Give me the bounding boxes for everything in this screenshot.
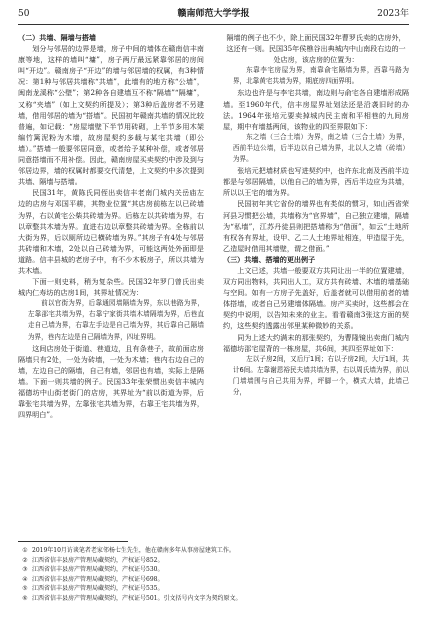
paragraph: 划分与邻居的边界是墙，房子中间的墙体在赣南信丰南康等地，这样的墙叫“墉”，房子两厅最远紧靠邻居的房间叫“开边”。赣南房子“开边”的墙与邻居墙的权属，有3种情况：第1种与邻居共墙称“共墙”，此墙有的地方称“公墙”，闽南龙溪称“公壁”；第2种各自建墙互不称“隔墙”“隔墉”，又称“夹墙”（如上文契约所提及）；第3种后盖房者不另建墙，借用邻居的墙为“搭墙”。民国初年赣南共墙的情况比较普遍，如记载：“房屋墙壁下半节用砖砌，上半节多用木架编竹篱泥粉为木墙，故房屋契约多载与某宅共墙（即公墙）。”搭墙一般要邻居同意，或者给予某种补偿，或者邻居同意搭墙而不用补偿。因此，赣南房屋买卖契约中涉及到与邻居边界，墙的权属时都要交代清楚，上文契约中多次提到共墙、隔墙与搭墙。 [18,44,204,187]
paragraph: 张培元把墙材质也写进契约中，也许东北南及西前半边都是与邻居隔墙，以他自己的墙为界，西后半边应为共墙，所以以王宅的墙为界。 [223,166,409,198]
footnote [18,584,409,594]
paragraph: 隔墙的例子也不少，除上面民国32年曹罗氏卖的店房外，这还有一则。民国35年侯樵谷出典城内中山南段右边的一处店房，该店房的位置为： [226,33,406,65]
footnote [18,575,409,585]
paragraph: 东边也许是与李宅共墙，南边则与俞宅各自建墙形成隔墙。至1960年代，信丰房屋界址划法还是沿袭旧时的办法。1964年张培元要卖掉城内民主南和平相巷的九间房屋，期中有墙基两间，该物业的四至界限如下： [223,88,409,131]
footnote-marker: ⑤ [22,585,28,593]
paragraph: 同为上述大约满末的那张契约，为曹隆镜出卖南门城内福德坊邵宅屋背的一栋房屋，共6间，其四至界址如下： [223,332,409,353]
right-column [223,32,409,398]
footnote [18,594,409,604]
footnote-text: 江西省信丰县房产管理局藏契约，产权证号698。 [32,575,164,583]
paragraph: 民国31年，黄陈氏同侄出卖信丰老南门城内关岳庙左边的店房与邓国平耕，其物业位置“其店房前栋左以已砖墙为界，右以黄宅公柴共砖墙为界。后栋左以共砖墙为界，右以章整共木墙为界。直进右边以章整共砖墙为界。全栋前以大街为界，后以厕所边已横砖墙为界。”其房子有4处与邻居共砖墙和木墙，2处以自己砖墙为界，可能这两处外面即是道路。信丰县城的老房子中，有不少木板房子，所以共墙为共木墙。 [18,188,204,275]
footnote [18,565,409,575]
block-quote: 东靠李宅房屋为界，南靠俞宅隔墙为界，西靠马路为界，北靠黄宅共墙为界，期底房四面界明。 [232,66,409,86]
footnote-marker: ⑥ [22,594,28,602]
page-header [18,6,409,22]
footnotes [18,546,409,604]
section-heading: （三）共墙、搭墙的更出例子 [223,254,316,264]
year-issue: 2023年 [377,9,409,19]
left-column [18,32,204,420]
footnote-text: 江西省信丰县房产管理局藏契约，产权证号501。引文括号内文字为契约原文。 [32,594,242,602]
section-heading: （二）共墙、隔墙与搭墙 [18,33,97,42]
block-quote: 左以子房2间，又后厅1间；右以子房2间，大厅1间，共计6间。左靠谢恩裕民夫墙共墙为界，右以周氏墙为界，前以门墙墙围与自己共用为界，坪脚一个，横式大墙，此墙己分， [232,354,409,396]
footnote [18,546,409,556]
footnote-marker: ④ [22,575,28,583]
footnote-marker: ② [22,556,28,564]
journal-title: 赣南师范大学学报 [177,9,250,19]
footnote-rule [18,541,128,542]
footnote-text: 2019年10月访谈笔者老家邻杨七生先生，他在赣南多年从事房屋建筑工作。 [32,547,235,554]
footnote-text: 江西省信丰县房产管理局藏契约，产权证号852。 [32,556,164,564]
block-quote: 前以官街为界，后靠通园墙隔墙为界，东以巷路为界，左靠邵宅共墙为界，右靠宁家街共墙木墙隔墙为界，后巷直走自己墙为界，右靠左手边是自己墙为界，其后靠自己隔墙为界，巷内左边是自己隔墙为界，四址界明。 [27,299,204,341]
page-number: 50 [18,9,30,19]
footnote-text: 江西省信丰县房产管理局藏契约，产权证号530。 [32,566,164,574]
paragraph: 上文已述，共墙一般要双方共同让出一半的位置建墙，双方同出物料，共同出人工，双方共有砖墙、木墙的墙基础与空间。如有一方房子先盖好，后盖者就可以借用前者的墙体搭墙，或者自己另建墙体隔墙。房产买卖时，这些都会在契约中说明，以告知未来的业主。看看赣南3张这方面的契约，这些契约透露出邻里某种微妙的关系。 [223,265,409,331]
block-quote: 东之墙（三合土墙）为界，南之墙（三合土墙）为界，西前半边公墙，后半边以自己墙为界，北以人之墙（砖墙）为界。 [232,132,409,164]
paragraph: 这间店房处于街道、巷道边，且有条巷子，故前面店房隔墙只有2处，一处为砖墙，一处为木墙；巷内右边自己的墙，左边自己的隔墙，自己有墙，邻居也有墙，实际上是隔墙。下面一则共墙的例子。民国33年张荣惯出卖信丰城内福德坊中山街老街门的店房，其界址为“前以街道为界，后靠张宅共墙为界，左靠张宅共墙为界，右靠王宅共墙为界，四界明白”。 [18,343,204,420]
paragraph: 下面一则史料，稍为复杂些。民国32年罗门曾氏出卖城内仁寿坊的店房1间，其界址情况为： [18,277,204,298]
footnote-marker: ③ [22,566,28,574]
footnote-marker: ① [22,547,28,554]
paragraph: 民国初年其它省份的墙界也有类似的惯习，如山西省荣河县习惯把公墙，共墙称为“官界墙”，自己独立建墙，隔墙为“私墙”，江苏丹徒县则把搭墙称为“借面”，如云“土地所有权各有界址，设甲、乙二人土地界址相连，甲造屋于先，乙造屋时借用其墙壁，谓之借面。” [223,199,409,253]
footnote-text: 江西省信丰县房产管理局藏契约，产权证号535。 [32,585,164,593]
header-rule [18,24,409,25]
footnote [18,556,409,566]
